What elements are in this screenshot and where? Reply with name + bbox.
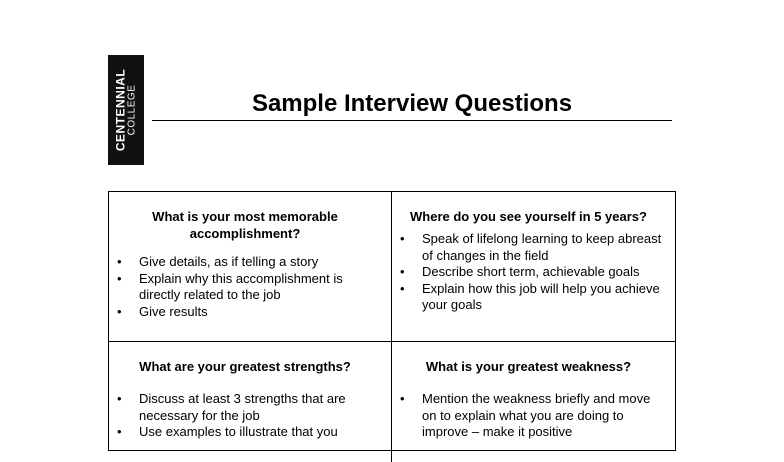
tip-item: • Give results <box>109 304 381 321</box>
college-logo <box>108 55 144 165</box>
question-cell-five-years <box>392 192 675 342</box>
tip-item: • Explain how this job will help you achieve your goals <box>392 281 665 314</box>
question-cell-strengths <box>109 342 392 462</box>
tips-list <box>109 254 381 320</box>
tip-item: • Use examples to illustrate that you <box>109 424 381 441</box>
question-heading: What are your greatest strengths? <box>139 359 351 374</box>
tip-item: • Explain why this accomplishment is directly related to the job <box>109 271 381 304</box>
question-heading: Where do you see yourself in 5 years? <box>410 209 647 224</box>
question-heading: What is your most memorable accomplishment? <box>152 209 338 241</box>
question-heading: What is your greatest weakness? <box>425 359 632 374</box>
tip-item: • Discuss at least 3 strengths that are necessary for the job <box>109 391 381 424</box>
page-title: Sample Interview Questions <box>152 88 672 121</box>
tip-item: • Speak of lifelong learning to keep abreast of changes in the field <box>392 231 665 264</box>
question-cell-accomplishment <box>109 192 392 342</box>
tip-item: • Give details, as if telling a story <box>109 254 381 271</box>
logo-wordmark <box>115 55 138 165</box>
tip-item: • Describe short term, achievable goals <box>392 264 665 281</box>
tips-list <box>392 231 665 314</box>
tips-list <box>392 391 665 441</box>
questions-table <box>108 191 676 451</box>
logo-line-college: COLLEGE <box>126 84 138 136</box>
tips-list <box>109 391 381 441</box>
tip-item: • Mention the weakness briefly and move on to explain what you are doing to improve – make it positive <box>392 391 665 441</box>
logo-line-centennial: CENTENNIAL <box>113 68 128 152</box>
question-cell-weakness <box>392 342 675 462</box>
